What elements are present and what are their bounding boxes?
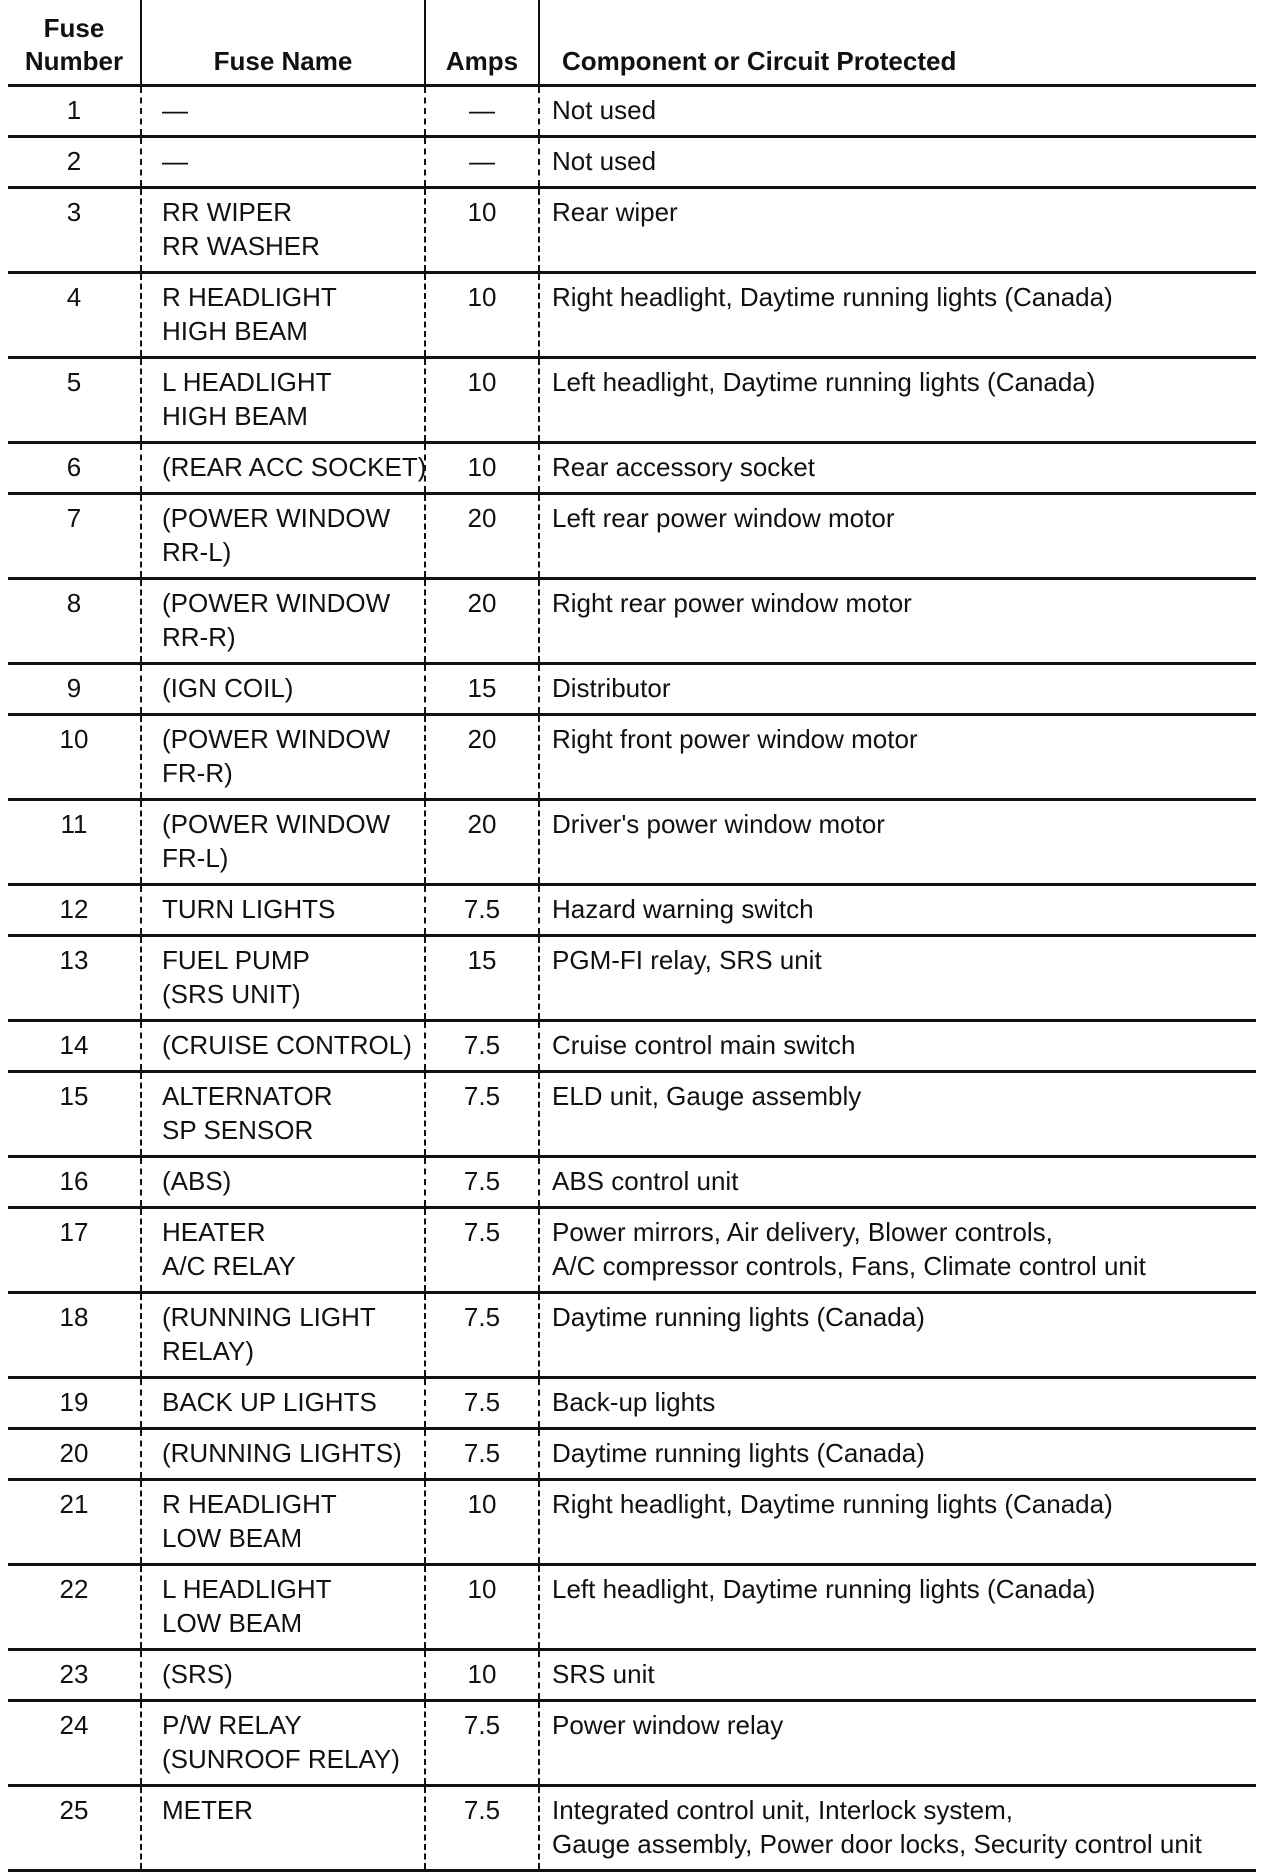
- fuse-number: 5: [8, 358, 141, 443]
- fuse-amps: 10: [425, 188, 539, 273]
- fuse-name-line: (POWER WINDOW: [162, 809, 391, 839]
- fuse-component: [539, 1786, 1256, 1871]
- fuse-component-line: Rear wiper: [552, 197, 678, 227]
- fuse-component-line: Not used: [552, 95, 657, 125]
- fuse-component: [539, 86, 1256, 137]
- table-row: [8, 1293, 1256, 1378]
- fuse-name: [141, 1293, 425, 1378]
- fuse-component-line: Rear accessory socket: [552, 452, 815, 482]
- fuse-component-line: Integrated control unit, Interlock system,: [552, 1795, 1013, 1825]
- fuse-component-line: Left headlight, Daytime running lights (Canada): [552, 1574, 1096, 1604]
- fuse-name-line: (IGN COIL): [162, 673, 294, 703]
- fuse-table-body: [8, 86, 1256, 1871]
- fuse-component-line: Distributor: [552, 673, 671, 703]
- fuse-name-line: L HEADLIGHT: [162, 1574, 332, 1604]
- fuse-name-line: (POWER WINDOW: [162, 724, 391, 754]
- table-row: [8, 86, 1256, 137]
- table-row: [8, 579, 1256, 664]
- fuse-name: [141, 1021, 425, 1072]
- fuse-component: [539, 1378, 1256, 1429]
- fuse-amps: 10: [425, 443, 539, 494]
- fuse-name: [141, 800, 425, 885]
- header-fuse-number-line2: Number: [24, 46, 124, 76]
- header-fuse-number: [8, 0, 141, 86]
- fuse-component-line: PGM-FI relay, SRS unit: [552, 945, 822, 975]
- table-row: [8, 188, 1256, 273]
- fuse-amps: 15: [425, 936, 539, 1021]
- fuse-name-line: (CRUISE CONTROL): [162, 1030, 412, 1060]
- fuse-component: [539, 1429, 1256, 1480]
- fuse-number: 12: [8, 885, 141, 936]
- fuse-component: [539, 579, 1256, 664]
- fuse-component-line: Left headlight, Daytime running lights (Canada): [552, 367, 1096, 397]
- fuse-number: 9: [8, 664, 141, 715]
- fuse-number: 25: [8, 1786, 141, 1871]
- fuse-name: [141, 86, 425, 137]
- fuse-number: 4: [8, 273, 141, 358]
- fuse-name-line: —: [162, 95, 188, 125]
- fuse-name: [141, 1480, 425, 1565]
- fuse-amps: 15: [425, 664, 539, 715]
- fuse-name: [141, 1072, 425, 1157]
- fuse-number: 17: [8, 1208, 141, 1293]
- table-row: [8, 936, 1256, 1021]
- fuse-name: [141, 358, 425, 443]
- fuse-component: [539, 1701, 1256, 1786]
- fuse-component-line: Right front power window motor: [552, 724, 918, 754]
- fuse-number: 8: [8, 579, 141, 664]
- fuse-amps: 7.5: [425, 1293, 539, 1378]
- table-row: [8, 715, 1256, 800]
- fuse-name-line: LOW BEAM: [162, 1523, 303, 1553]
- fuse-name-line: FR-L): [162, 843, 229, 873]
- fuse-name-line: SP SENSOR: [162, 1115, 314, 1145]
- fuse-amps: 7.5: [425, 1072, 539, 1157]
- fuse-name: [141, 1157, 425, 1208]
- fuse-number: 2: [8, 137, 141, 188]
- fuse-amps: 7.5: [425, 1157, 539, 1208]
- fuse-component: [539, 715, 1256, 800]
- table-row: [8, 1378, 1256, 1429]
- fuse-number: 7: [8, 494, 141, 579]
- fuse-component: [539, 1157, 1256, 1208]
- fuse-name-line: HEATER: [162, 1217, 266, 1247]
- fuse-component-line: Not used: [552, 146, 657, 176]
- fuse-amps: 7.5: [425, 1021, 539, 1072]
- fuse-component: [539, 358, 1256, 443]
- fuse-component-line: Right rear power window motor: [552, 588, 912, 618]
- fuse-amps: 7.5: [425, 885, 539, 936]
- fuse-amps: 10: [425, 358, 539, 443]
- fuse-name-line: TURN LIGHTS: [162, 894, 336, 924]
- table-row: [8, 358, 1256, 443]
- fuse-name-line: —: [162, 146, 188, 176]
- fuse-number: 20: [8, 1429, 141, 1480]
- fuse-number: 15: [8, 1072, 141, 1157]
- fuse-number: 19: [8, 1378, 141, 1429]
- fuse-number: 1: [8, 86, 141, 137]
- fuse-name-line: HIGH BEAM: [162, 316, 308, 346]
- header-fuse-name: Fuse Name: [141, 0, 425, 86]
- fuse-name-line: (ABS): [162, 1166, 232, 1196]
- fuse-component-line: Power mirrors, Air delivery, Blower controls,: [552, 1217, 1053, 1247]
- fuse-number: 6: [8, 443, 141, 494]
- fuse-component-line: Hazard warning switch: [552, 894, 814, 924]
- table-row: [8, 1650, 1256, 1701]
- fuse-amps: 7.5: [425, 1701, 539, 1786]
- fuse-name-line: R HEADLIGHT: [162, 1489, 337, 1519]
- table-row: [8, 1021, 1256, 1072]
- header-fuse-number-line1: Fuse: [43, 13, 105, 43]
- fuse-number: 23: [8, 1650, 141, 1701]
- fuse-number: 16: [8, 1157, 141, 1208]
- table-row: [8, 1565, 1256, 1650]
- fuse-name: [141, 1650, 425, 1701]
- fuse-name-line: (SRS): [162, 1659, 233, 1689]
- fuse-name-line: (POWER WINDOW: [162, 503, 391, 533]
- fuse-amps: 7.5: [425, 1378, 539, 1429]
- table-row: [8, 1208, 1256, 1293]
- fuse-name-line: (SUNROOF RELAY): [162, 1744, 400, 1774]
- fuse-name: [141, 188, 425, 273]
- fuse-component: [539, 664, 1256, 715]
- table-row: [8, 1786, 1256, 1871]
- table-row: [8, 1480, 1256, 1565]
- fuse-component-line: ABS control unit: [552, 1166, 739, 1196]
- fuse-component-line: Cruise control main switch: [552, 1030, 856, 1060]
- fuse-name-line: (REAR ACC SOCKET): [162, 452, 427, 482]
- fuse-number: 10: [8, 715, 141, 800]
- fuse-component: [539, 1565, 1256, 1650]
- header-component: Component or Circuit Protected: [539, 0, 1256, 86]
- table-row: [8, 885, 1256, 936]
- fuse-component: [539, 1208, 1256, 1293]
- fuse-amps: 10: [425, 1480, 539, 1565]
- fuse-component: [539, 800, 1256, 885]
- fuse-amps: 10: [425, 1565, 539, 1650]
- fuse-name: [141, 885, 425, 936]
- fuse-name-line: BACK UP LIGHTS: [162, 1387, 377, 1417]
- fuse-table: [8, 0, 1256, 1872]
- fuse-name-line: RR WASHER: [162, 231, 320, 261]
- fuse-component: [539, 1650, 1256, 1701]
- table-row: [8, 137, 1256, 188]
- fuse-component: [539, 1480, 1256, 1565]
- header-amps: Amps: [425, 0, 539, 86]
- fuse-number: 22: [8, 1565, 141, 1650]
- fuse-name-line: ALTERNATOR: [162, 1081, 333, 1111]
- fuse-amps: —: [425, 137, 539, 188]
- fuse-name: [141, 1701, 425, 1786]
- table-row: [8, 664, 1256, 715]
- fuse-component-line: A/C compressor controls, Fans, Climate control unit: [552, 1251, 1146, 1281]
- fuse-component-line: Left rear power window motor: [552, 503, 895, 533]
- fuse-amps: 7.5: [425, 1786, 539, 1871]
- table-row: [8, 443, 1256, 494]
- fuse-name-line: L HEADLIGHT: [162, 367, 332, 397]
- fuse-component-line: Right headlight, Daytime running lights (Canada): [552, 282, 1113, 312]
- fuse-name-line: (SRS UNIT): [162, 979, 301, 1009]
- table-row: [8, 1157, 1256, 1208]
- fuse-amps: 7.5: [425, 1429, 539, 1480]
- fuse-number: 3: [8, 188, 141, 273]
- fuse-component-line: Gauge assembly, Power door locks, Security control unit: [552, 1829, 1202, 1859]
- fuse-component: [539, 936, 1256, 1021]
- fuse-component: [539, 188, 1256, 273]
- fuse-component: [539, 885, 1256, 936]
- table-row: [8, 494, 1256, 579]
- table-row: [8, 800, 1256, 885]
- fuse-component-line: Daytime running lights (Canada): [552, 1302, 925, 1332]
- fuse-number: 18: [8, 1293, 141, 1378]
- fuse-name-line: (RUNNING LIGHT: [162, 1302, 376, 1332]
- fuse-name-line: R HEADLIGHT: [162, 282, 337, 312]
- header-row: [8, 0, 1256, 86]
- fuse-name-line: HIGH BEAM: [162, 401, 308, 431]
- fuse-amps: —: [425, 86, 539, 137]
- fuse-component-line: Driver's power window motor: [552, 809, 885, 839]
- fuse-number: 13: [8, 936, 141, 1021]
- fuse-name-line: FR-R): [162, 758, 233, 788]
- fuse-amps: 10: [425, 273, 539, 358]
- fuse-amps: 20: [425, 800, 539, 885]
- fuse-component-line: SRS unit: [552, 1659, 655, 1689]
- fuse-component: [539, 137, 1256, 188]
- fuse-name-line: RR-R): [162, 622, 236, 652]
- fuse-name: [141, 443, 425, 494]
- fuse-name-line: LOW BEAM: [162, 1608, 303, 1638]
- table-row: [8, 1429, 1256, 1480]
- fuse-name: [141, 273, 425, 358]
- fuse-component: [539, 494, 1256, 579]
- fuse-component: [539, 1072, 1256, 1157]
- fuse-amps: 20: [425, 579, 539, 664]
- fuse-amps: 20: [425, 494, 539, 579]
- fuse-name: [141, 664, 425, 715]
- fuse-component: [539, 443, 1256, 494]
- fuse-component-line: Back-up lights: [552, 1387, 716, 1417]
- fuse-component: [539, 1021, 1256, 1072]
- fuse-name-line: (RUNNING LIGHTS): [162, 1438, 402, 1468]
- fuse-amps: 10: [425, 1650, 539, 1701]
- fuse-number: 14: [8, 1021, 141, 1072]
- table-row: [8, 1072, 1256, 1157]
- fuse-name-line: RELAY): [162, 1336, 254, 1366]
- fuse-name-line: RR-L): [162, 537, 232, 567]
- fuse-name-line: P/W RELAY: [162, 1710, 302, 1740]
- fuse-name-line: RR WIPER: [162, 197, 292, 227]
- fuse-name: [141, 715, 425, 800]
- table-row: [8, 1701, 1256, 1786]
- fuse-number: 11: [8, 800, 141, 885]
- fuse-component-line: ELD unit, Gauge assembly: [552, 1081, 862, 1111]
- fuse-component: [539, 273, 1256, 358]
- table-row: [8, 273, 1256, 358]
- fuse-amps: 7.5: [425, 1208, 539, 1293]
- fuse-name: [141, 936, 425, 1021]
- fuse-name: [141, 494, 425, 579]
- fuse-name: [141, 1208, 425, 1293]
- fuse-number: 24: [8, 1701, 141, 1786]
- fuse-component-line: Power window relay: [552, 1710, 784, 1740]
- fuse-name-line: (POWER WINDOW: [162, 588, 391, 618]
- fuse-amps: 20: [425, 715, 539, 800]
- fuse-name-line: FUEL PUMP: [162, 945, 310, 975]
- fuse-number: 21: [8, 1480, 141, 1565]
- fuse-name-line: METER: [162, 1795, 253, 1825]
- fuse-name: [141, 137, 425, 188]
- fuse-name: [141, 1378, 425, 1429]
- fuse-name-line: A/C RELAY: [162, 1251, 296, 1281]
- fuse-name: [141, 1786, 425, 1871]
- fuse-name: [141, 579, 425, 664]
- fuse-component: [539, 1293, 1256, 1378]
- fuse-component-line: Daytime running lights (Canada): [552, 1438, 925, 1468]
- fuse-name: [141, 1565, 425, 1650]
- fuse-name: [141, 1429, 425, 1480]
- fuse-component-line: Right headlight, Daytime running lights (Canada): [552, 1489, 1113, 1519]
